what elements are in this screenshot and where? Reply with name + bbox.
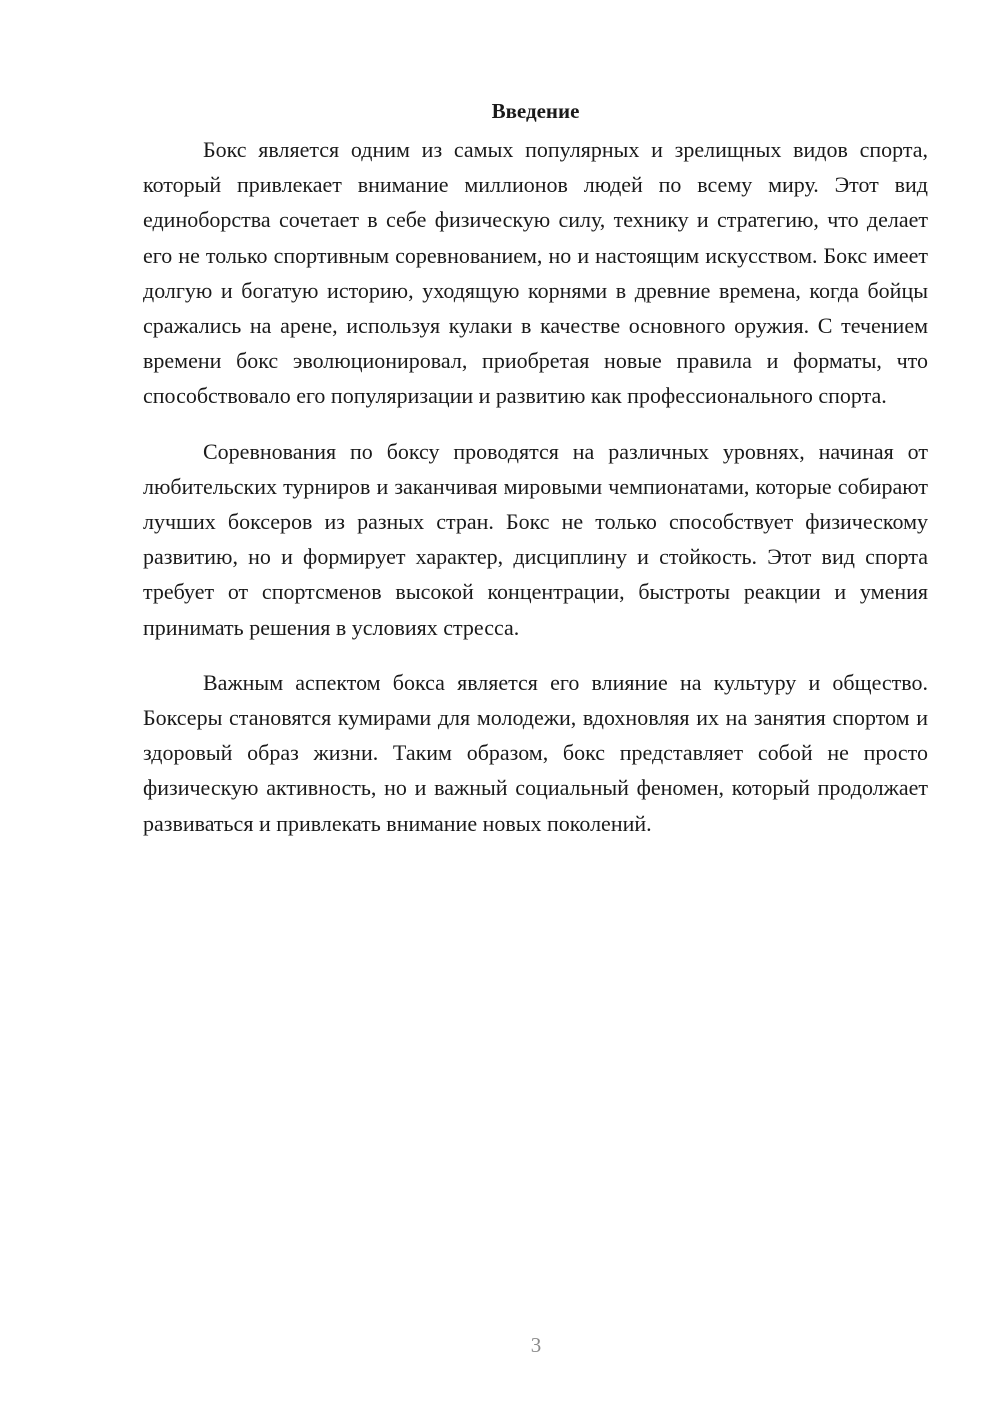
paragraph-2: Соревнования по боксу проводятся на различных уровнях, начиная от любительских турниров и заканчивая мировыми чемпионатами, которые собирают лучших боксеров из разных стран. Бокс не только способствует физическому развитию, но и формирует характер, дисциплину и стойкость. Этот вид спорта требует от спортсменов высокой концентрации, быстроты реакции и умения принимать решения в условиях стресса. [143, 438, 928, 640]
paragraph-3: Важным аспектом бокса является его влияние на культуру и общество. Боксеры становятся кумирами для молодежи, вдохновляя их на занятия спортом и здоровый образ жизни. Таким образом, бокс представляет собой не просто физическую активность, но и важный социальный феномен, который продолжает развиваться и привлекать внимание новых поколений. [143, 669, 928, 836]
paragraph-1: Бокс является одним из самых популярных и зрелищных видов спорта, который привлекает внимание миллионов людей по всему миру. Этот вид единоборства сочетает в себе физическую силу, технику и стратегию, что делает его не только спортивным соревнованием, но и настоящим искусством. Бокс имеет долгую и богатую историю, уходящую корнями в древние времена, когда бойцы сражались на арене, используя кулаки в качестве основного оружия. С течением времени бокс эволюционировал, приобретая новые правила и форматы, что способствовало его популяризации и развитию как профессионального спорта. [143, 137, 928, 409]
section-title: Введение [491, 99, 580, 123]
page-content [143, 96, 928, 861]
page-number: 3 [530, 1333, 542, 1357]
